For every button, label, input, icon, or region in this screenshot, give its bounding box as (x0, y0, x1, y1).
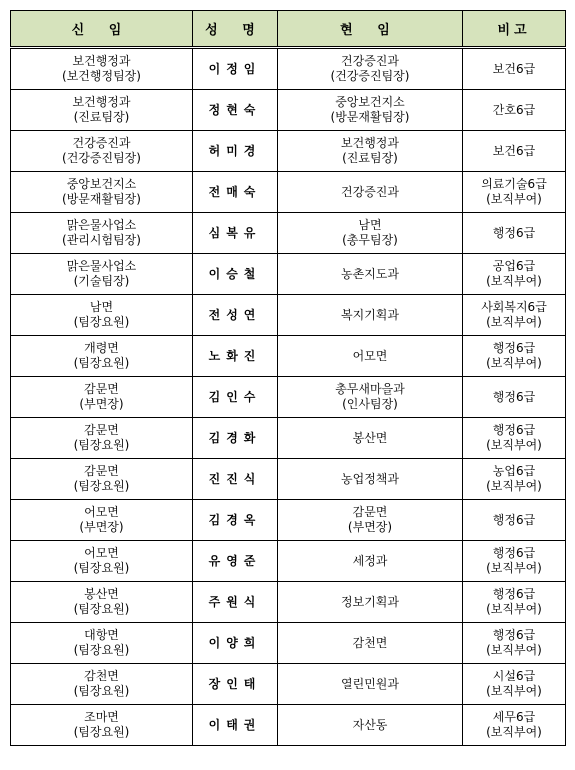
remarks-cell (463, 336, 566, 377)
remarks-cell-line2: (보직부여) (486, 725, 542, 739)
table-row (11, 705, 566, 746)
current-post-cell (278, 377, 463, 418)
remarks-cell (463, 48, 566, 90)
remarks-cell-line2: (보직부여) (486, 643, 542, 657)
remarks-cell-line2: (보직부여) (486, 356, 542, 370)
current-post-cell (278, 48, 463, 90)
new-post-cell (11, 705, 193, 746)
header-new-post: 신 임 (11, 11, 193, 48)
table-row (11, 664, 566, 705)
new-post-cell (11, 500, 193, 541)
current-post-cell (278, 459, 463, 500)
remarks-cell (463, 131, 566, 172)
remarks-cell (463, 623, 566, 664)
current-post-cell-line2: (방문재활팀장) (330, 110, 410, 124)
remarks-cell (463, 664, 566, 705)
remarks-cell-line1: 사회복지6급 (481, 300, 547, 314)
remarks-cell-line1: 행정6급 (492, 389, 536, 404)
current-post-cell-line2: (부면장) (347, 520, 393, 534)
new-post-cell-line1: 맑은물사업소 (66, 259, 137, 273)
remarks-cell (463, 254, 566, 295)
remarks-cell-line1: 행정6급 (492, 341, 536, 355)
new-post-cell-line1: 봉산면 (84, 587, 119, 601)
remarks-cell-line2: (보직부여) (486, 684, 542, 698)
name-cell: 유영준 (193, 541, 278, 582)
new-post-cell (11, 172, 193, 213)
table-row (11, 295, 566, 336)
table-row (11, 418, 566, 459)
remarks-cell-line1: 행정6급 (492, 628, 536, 642)
new-post-cell-line1: 보건행정과 (72, 54, 131, 68)
new-post-cell-line2: (팀장요원) (73, 602, 130, 616)
new-post-cell-line1: 대항면 (84, 628, 119, 642)
new-post-cell (11, 377, 193, 418)
current-post-cell (278, 705, 463, 746)
personnel-table (10, 10, 566, 746)
current-post-cell-line1: 건강증진과 (341, 184, 399, 199)
remarks-cell-line1: 간호6급 (492, 102, 536, 117)
new-post-cell-line2: (팀장요원) (73, 315, 130, 329)
new-post-cell (11, 254, 193, 295)
remarks-cell-line2: (보직부여) (486, 561, 542, 575)
new-post-cell-line2: (진료팀장) (73, 110, 130, 124)
table-row (11, 213, 566, 254)
new-post-cell-line1: 남면 (89, 300, 114, 314)
current-post-cell-line1: 열린민원과 (341, 676, 399, 691)
name-cell: 전매숙 (193, 172, 278, 213)
current-post-cell (278, 664, 463, 705)
remarks-cell-line2: (보직부여) (486, 438, 542, 452)
current-post-cell-line1: 총무새마을과 (335, 382, 405, 396)
remarks-cell-line1: 공업6급 (492, 259, 536, 273)
new-post-cell (11, 459, 193, 500)
new-post-cell (11, 48, 193, 90)
table-row (11, 336, 566, 377)
new-post-cell-line2: (부면장) (79, 397, 124, 411)
remarks-cell-line2: (보직부여) (486, 274, 542, 288)
current-post-cell-line1: 남면 (358, 218, 382, 232)
current-post-cell-line1: 보건행정과 (341, 136, 399, 150)
table-row (11, 90, 566, 131)
current-post-cell (278, 254, 463, 295)
current-post-cell (278, 500, 463, 541)
new-post-cell (11, 336, 193, 377)
remarks-cell-line2: (보직부여) (486, 192, 542, 206)
remarks-cell (463, 582, 566, 623)
current-post-cell (278, 541, 463, 582)
current-post-cell-line1: 정보기획과 (341, 594, 399, 609)
current-post-cell-line2: (인사팀장) (342, 397, 398, 411)
name-cell: 전성연 (193, 295, 278, 336)
new-post-cell (11, 295, 193, 336)
current-post-cell-line2: (총무팀장) (342, 233, 398, 247)
remarks-cell (463, 541, 566, 582)
new-post-cell-line2: (팀장요원) (73, 479, 130, 493)
current-post-cell (278, 418, 463, 459)
new-post-cell-line1: 보건행정과 (72, 95, 131, 109)
table-row (11, 582, 566, 623)
table-row (11, 541, 566, 582)
remarks-cell-line1: 행정6급 (492, 512, 536, 527)
name-cell: 이태권 (193, 705, 278, 746)
name-cell: 노화진 (193, 336, 278, 377)
new-post-cell-line1: 어모면 (84, 546, 119, 560)
header-row (11, 11, 566, 48)
current-post-cell-line1: 농촌지도과 (341, 266, 399, 281)
remarks-cell (463, 213, 566, 254)
new-post-cell-line2: (팀장요원) (73, 561, 130, 575)
remarks-cell (463, 705, 566, 746)
name-cell: 심복유 (193, 213, 278, 254)
table-row (11, 623, 566, 664)
current-post-cell (278, 172, 463, 213)
new-post-cell-line1: 조마면 (84, 710, 119, 724)
new-post-cell-line1: 개령면 (84, 341, 119, 355)
new-post-cell-line2: (팀장요원) (73, 356, 130, 370)
current-post-cell (278, 336, 463, 377)
table-row (11, 172, 566, 213)
new-post-cell-line2: (부면장) (79, 520, 124, 534)
remarks-cell-line1: 행정6급 (492, 546, 536, 560)
new-post-cell-line1: 감문면 (84, 382, 119, 396)
name-cell: 진진식 (193, 459, 278, 500)
remarks-cell-line1: 행정6급 (492, 225, 536, 240)
current-post-cell (278, 623, 463, 664)
remarks-cell (463, 500, 566, 541)
table-row (11, 500, 566, 541)
remarks-cell-line2: (보직부여) (486, 315, 542, 329)
remarks-cell (463, 377, 566, 418)
current-post-cell (278, 295, 463, 336)
current-post-cell-line2: (건강증진팀장) (330, 69, 410, 83)
header-current-post: 현 임 (278, 11, 463, 48)
current-post-cell-line2: (진료팀장) (342, 151, 398, 165)
table-row (11, 459, 566, 500)
current-post-cell-line1: 농업정책과 (341, 471, 399, 486)
current-post-cell-line1: 세정과 (352, 553, 388, 568)
current-post-cell (278, 213, 463, 254)
name-cell: 김인수 (193, 377, 278, 418)
new-post-cell-line1: 감천면 (84, 669, 119, 683)
table-row (11, 377, 566, 418)
new-post-cell-line1: 중앙보건지소 (66, 177, 137, 191)
new-post-cell (11, 131, 193, 172)
remarks-cell-line1: 세무6급 (492, 710, 536, 724)
header-name: 성 명 (193, 11, 278, 48)
new-post-cell (11, 664, 193, 705)
table-row (11, 131, 566, 172)
name-cell: 이정임 (193, 48, 278, 90)
remarks-cell-line2: (보직부여) (486, 479, 542, 493)
name-cell: 이승철 (193, 254, 278, 295)
name-cell: 주원식 (193, 582, 278, 623)
new-post-cell-line2: (기술팀장) (73, 274, 130, 288)
remarks-cell-line1: 보건6급 (492, 61, 536, 76)
new-post-cell-line1: 건강증진과 (72, 136, 131, 150)
new-post-cell-line2: (팀장요원) (73, 438, 130, 452)
new-post-cell-line2: (팀장요원) (73, 684, 130, 698)
remarks-cell-line1: 시설6급 (492, 669, 536, 683)
name-cell: 허미경 (193, 131, 278, 172)
remarks-cell-line1: 농업6급 (492, 464, 536, 478)
new-post-cell-line1: 어모면 (84, 505, 119, 519)
header-remarks: 비고 (463, 11, 566, 48)
new-post-cell-line1: 감문면 (84, 464, 119, 478)
remarks-cell-line1: 행정6급 (492, 587, 536, 601)
new-post-cell-line2: (방문재활팀장) (62, 192, 141, 206)
remarks-cell-line1: 행정6급 (492, 423, 536, 437)
new-post-cell (11, 90, 193, 131)
current-post-cell-line1: 감천면 (352, 635, 388, 650)
current-post-cell (278, 131, 463, 172)
name-cell: 장인태 (193, 664, 278, 705)
remarks-cell-line2: (보직부여) (486, 602, 542, 616)
current-post-cell-line1: 건강증진과 (341, 54, 399, 68)
remarks-cell (463, 418, 566, 459)
name-cell: 정현숙 (193, 90, 278, 131)
current-post-cell-line1: 봉산면 (352, 430, 388, 445)
remarks-cell-line1: 보건6급 (492, 143, 536, 158)
current-post-cell (278, 582, 463, 623)
new-post-cell-line2: (관리시험팀장) (62, 233, 141, 247)
new-post-cell-line2: (팀장요원) (73, 643, 130, 657)
new-post-cell (11, 582, 193, 623)
name-cell: 김경옥 (193, 500, 278, 541)
new-post-cell-line1: 감문면 (84, 423, 119, 437)
new-post-cell (11, 213, 193, 254)
current-post-cell-line1: 어모면 (352, 348, 388, 363)
new-post-cell (11, 541, 193, 582)
table-row (11, 254, 566, 295)
current-post-cell-line1: 복지기획과 (341, 307, 399, 322)
name-cell: 김경화 (193, 418, 278, 459)
new-post-cell-line2: (건강증진팀장) (62, 151, 141, 165)
remarks-cell-line1: 의료기술6급 (481, 177, 547, 191)
remarks-cell (463, 90, 566, 131)
new-post-cell (11, 623, 193, 664)
current-post-cell-line1: 중앙보건지소 (335, 95, 405, 109)
current-post-cell (278, 90, 463, 131)
name-cell: 이양희 (193, 623, 278, 664)
remarks-cell (463, 295, 566, 336)
current-post-cell-line1: 자산동 (352, 717, 388, 732)
new-post-cell-line2: (팀장요원) (73, 725, 130, 739)
remarks-cell (463, 172, 566, 213)
new-post-cell-line1: 맑은물사업소 (66, 218, 137, 232)
remarks-cell (463, 459, 566, 500)
new-post-cell-line2: (보건행정팀장) (62, 69, 141, 83)
current-post-cell-line1: 감문면 (352, 505, 388, 519)
table-row (11, 48, 566, 90)
new-post-cell (11, 418, 193, 459)
